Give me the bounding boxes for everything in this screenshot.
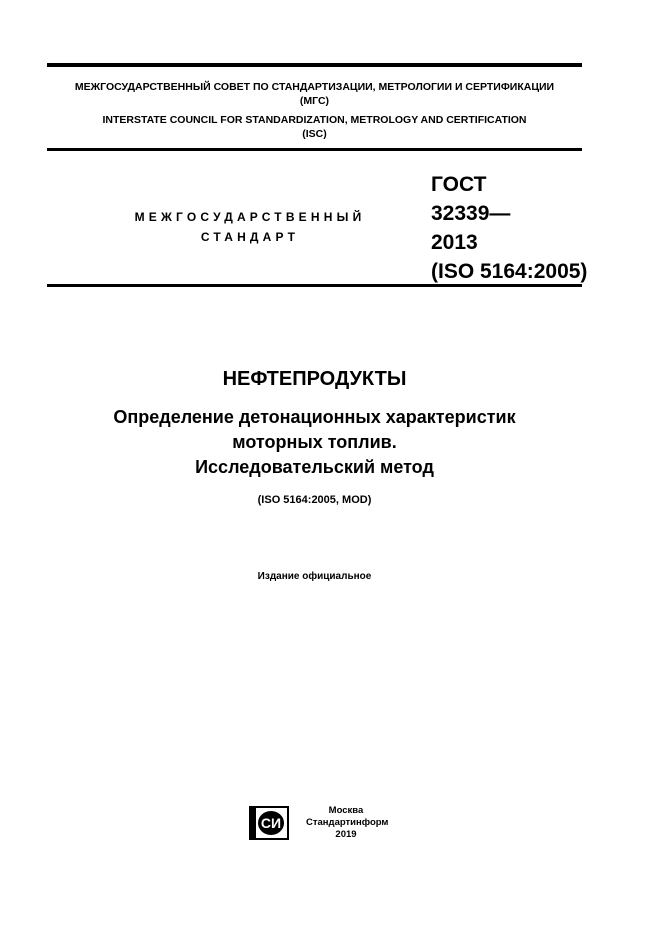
top-rule: [47, 63, 582, 67]
iso-reference: (ISO 5164:2005, MOD): [257, 494, 372, 506]
publisher-city: Москва: [328, 805, 364, 816]
standard-designation: ГОСТ 32339— 2013 (ISO 5164:2005): [431, 173, 588, 283]
document-title: НЕФТЕПРОДУКТЫ: [222, 368, 407, 390]
document-subtitle: Определение детонационных характеристик моторных топлив. Исследовательский метод: [113, 407, 516, 477]
council-ru-name: МЕЖГОСУДАРСТВЕННЫЙ СОВЕТ ПО СТАНДАРТИЗАЦИИ, МЕТРОЛОГИИ И СЕРТИФИКАЦИИ: [74, 81, 555, 93]
svg-text:СИ: СИ: [260, 815, 282, 831]
council-en-abbr: (ISC): [302, 128, 327, 140]
bottom-rule: [47, 284, 582, 287]
publication-year: 2019: [335, 829, 357, 840]
middle-rule: [47, 148, 582, 151]
publisher-name: Стандартинформ: [306, 817, 389, 828]
standard-type-line1: МЕЖГОСУДАРСТВЕННЫЙ: [134, 210, 366, 224]
council-ru: [47, 80, 582, 108]
council-ru-abbr: (МГС): [299, 95, 330, 107]
standard-type-line2: СТАНДАРТ: [200, 230, 300, 244]
edition-note: Издание официальное: [257, 571, 372, 582]
standard-type: [110, 207, 390, 247]
publisher-block: [306, 805, 389, 841]
standartinform-logo-icon: [249, 806, 289, 840]
council-en-name: INTERSTATE COUNCIL FOR STANDARDIZATION, METROLOGY AND CERTIFICATION: [102, 114, 527, 126]
council-en: [47, 113, 582, 141]
